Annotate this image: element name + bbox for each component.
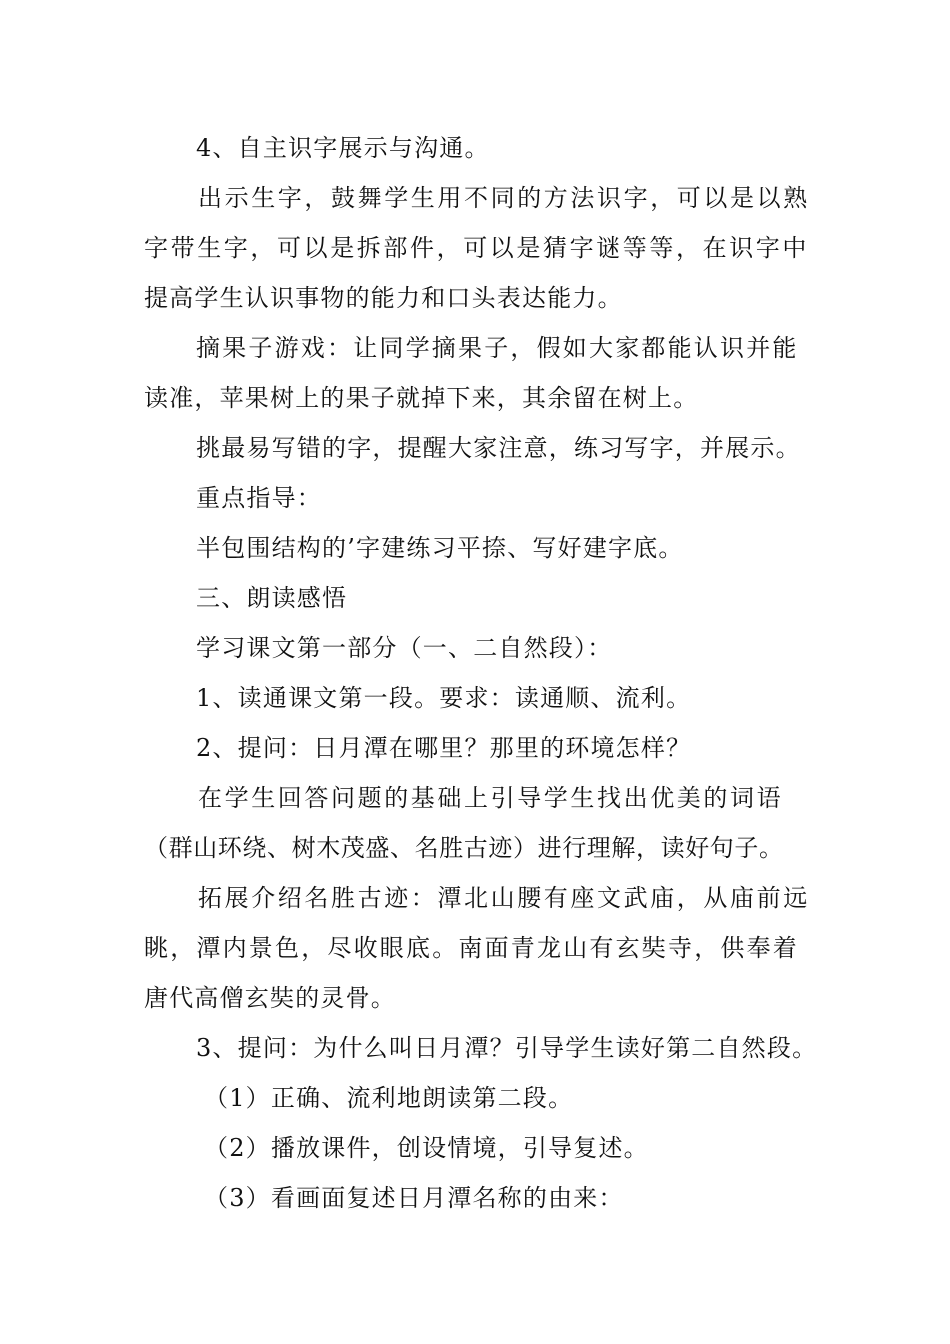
paragraph-line: 拓展介绍名胜古迹：潭北山腰有座文武庙，从庙前远 <box>198 884 810 912</box>
section-heading: 三、朗读感悟 <box>196 584 348 612</box>
paragraph-line: 出示生字，鼓舞学生用不同的方法识字，可以是以熟 <box>198 184 810 212</box>
paragraph-line: 1、读通课文第一段。要求：读通顺、流利。 <box>196 684 692 712</box>
paragraph-line: 重点指导： <box>196 484 322 512</box>
paragraph-line: 在学生回答问题的基础上引导学生找出优美的词语 <box>198 784 784 812</box>
paragraph-line: 提高学生认识事物的能力和口头表达能力。 <box>144 284 623 312</box>
paragraph-line: 半包围结构的’字建练习平捺、写好建字底。 <box>196 534 684 562</box>
paragraph-line: 读准，苹果树上的果子就掉下来，其余留在树上。 <box>144 384 699 412</box>
paragraph-line: 3、提问：为什么叫日月潭？引导学生读好第二自然段。 <box>196 1034 818 1062</box>
paragraph-line: 2、提问：日月潭在哪里？那里的环境怎样？ <box>196 734 692 762</box>
paragraph-line: 学习课文第一部分（一、二自然段）： <box>196 634 613 662</box>
list-item: （1）正确、流利地朗读第二段。 <box>204 1084 574 1112</box>
paragraph-line: 挑最易写错的字，提醒大家注意，练习写字，并展示。 <box>196 434 801 462</box>
paragraph-line: 眺，潭内景色，尽收眼底。南面青龙山有玄奘寺，供奉着 <box>144 934 799 962</box>
paragraph-line: 字带生字，可以是拆部件，可以是猜字谜等等，在识字中 <box>144 234 809 262</box>
paragraph-line: 4、自主识字展示与沟通。 <box>196 134 490 162</box>
paragraph-line: 摘果子游戏：让同学摘果子，假如大家都能认识并能 <box>196 334 799 362</box>
paragraph-line: （群山环绕、树木茂盛、名胜古迹）进行理解，读好句子。 <box>144 834 784 862</box>
list-item: （2）播放课件，创设情境，引导复述。 <box>204 1134 649 1162</box>
paragraph-line: 唐代高僧玄奘的灵骨。 <box>144 984 396 1012</box>
list-item: （3）看画面复述日月潭名称的由来： <box>204 1184 624 1212</box>
